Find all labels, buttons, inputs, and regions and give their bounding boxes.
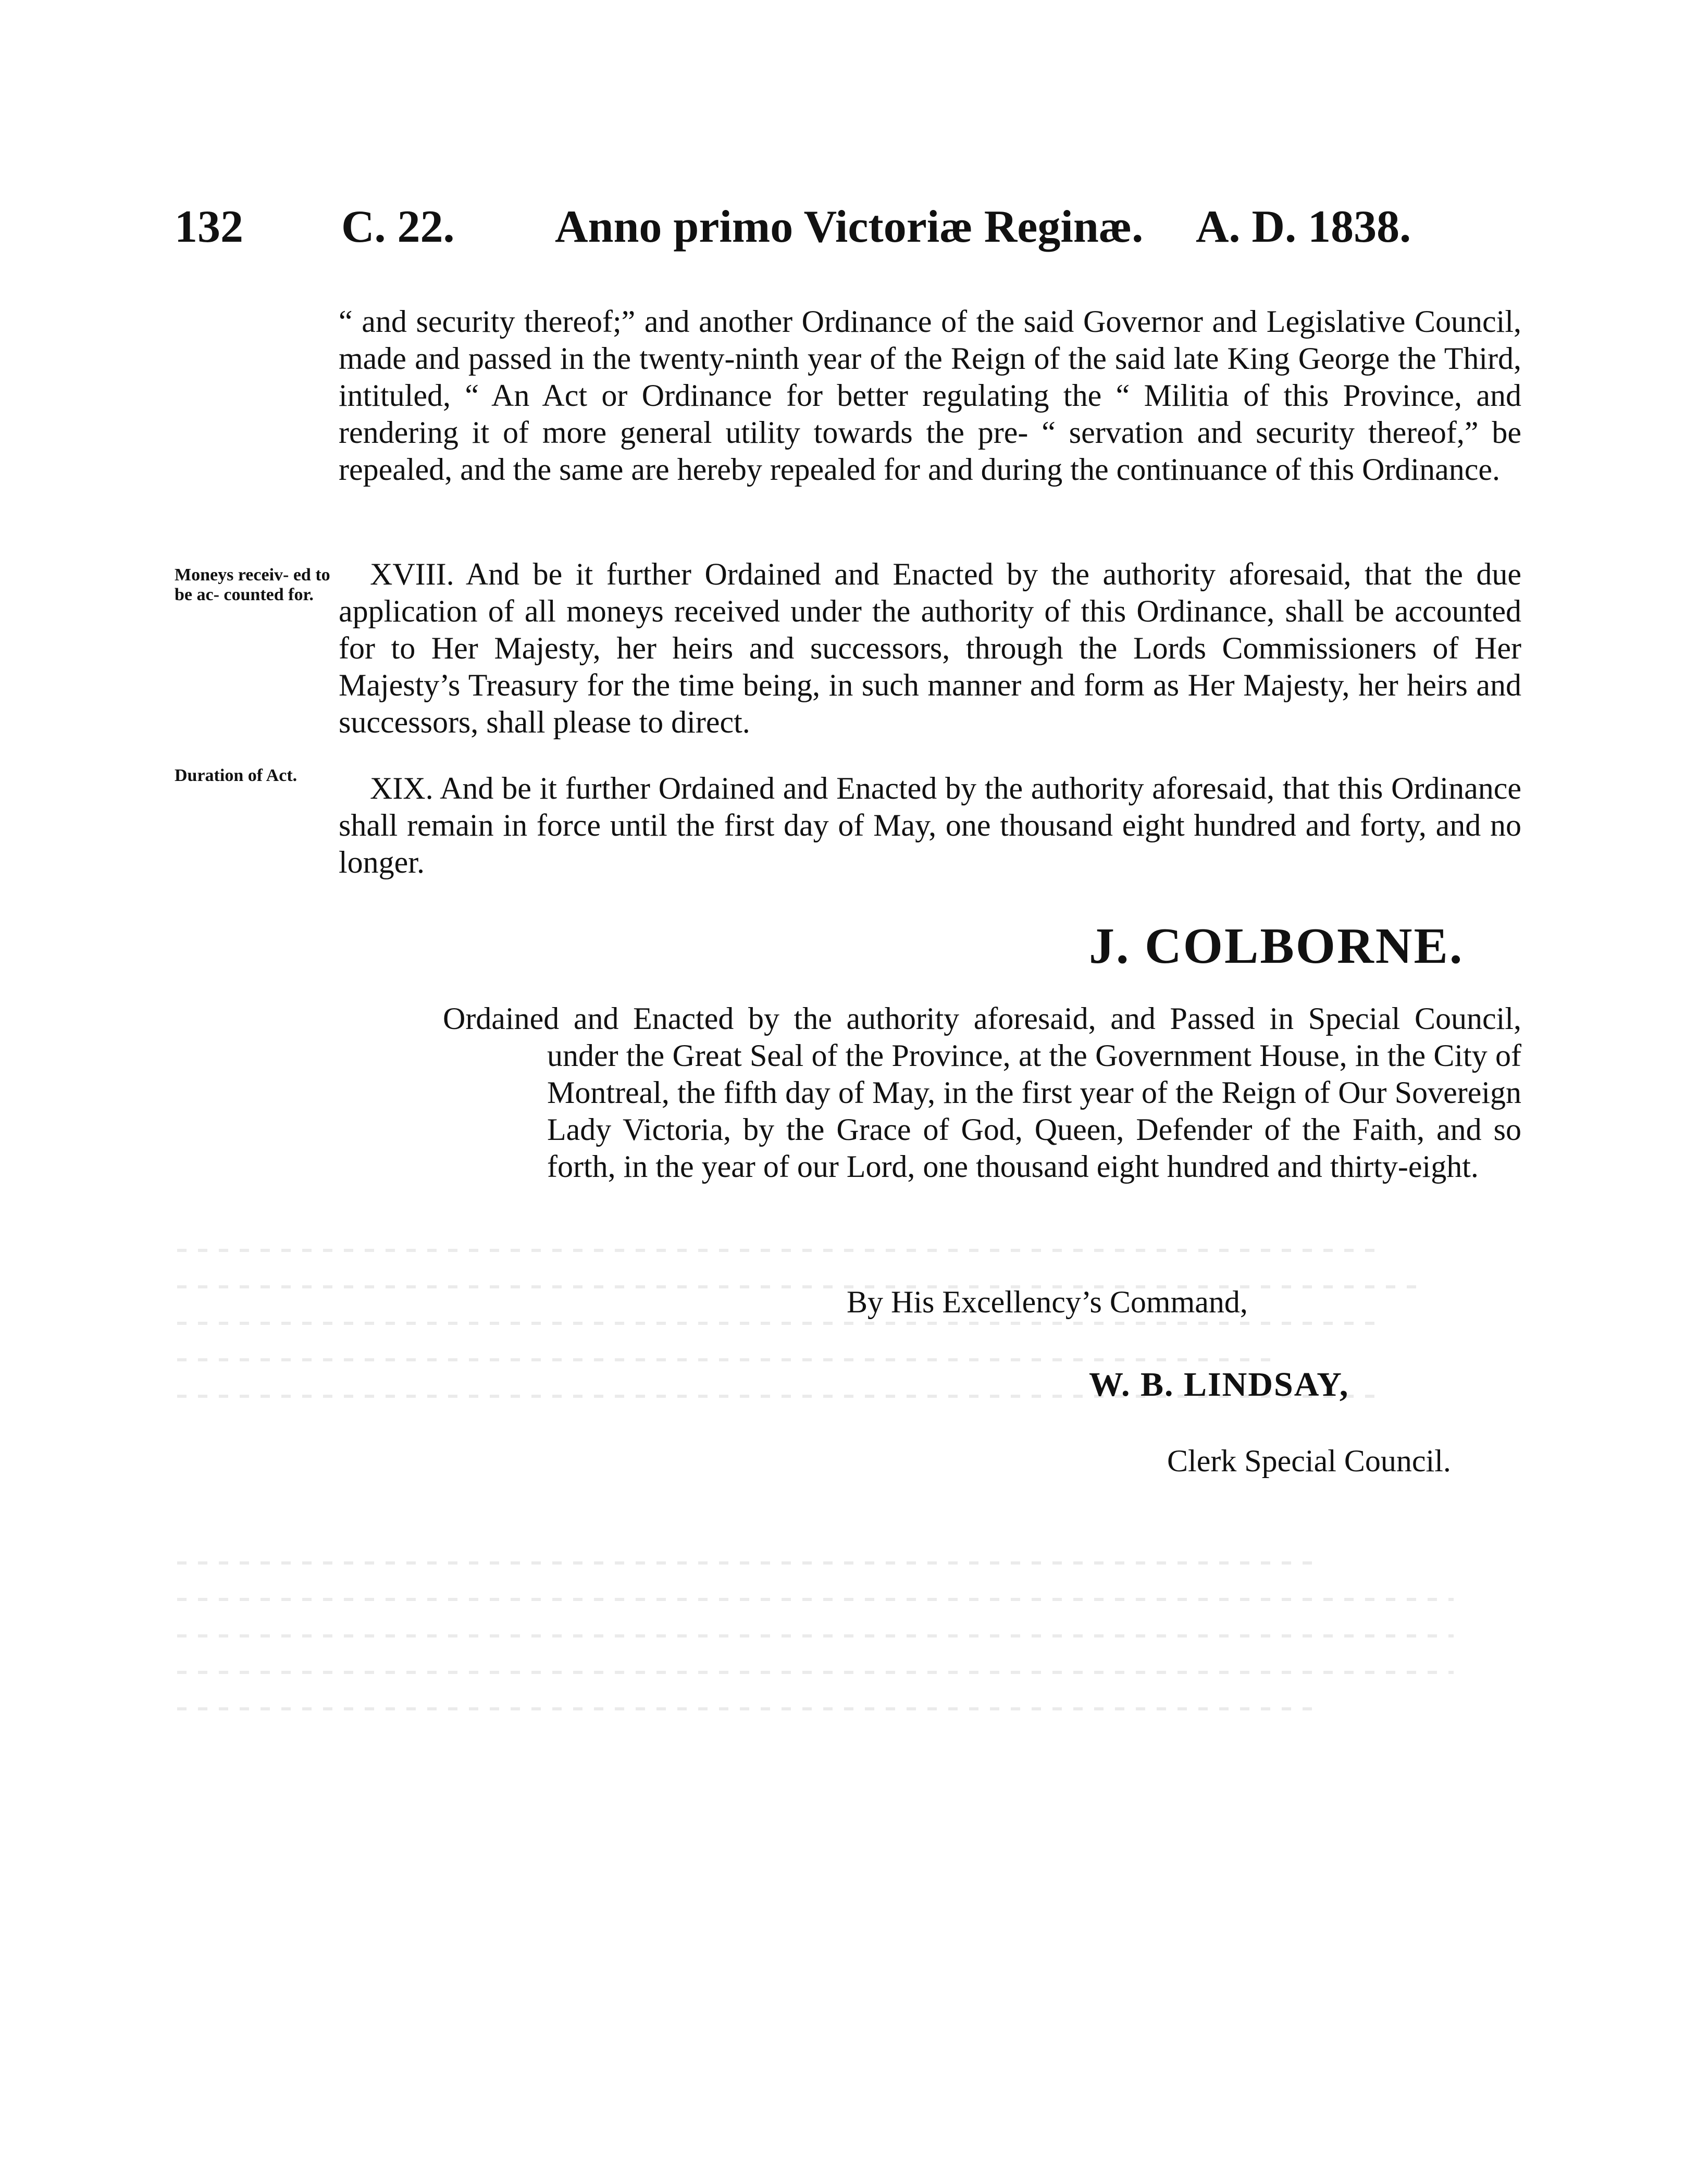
clerk-title: Clerk Special Council. [1167, 1444, 1451, 1478]
continuation-paragraph [339, 303, 1521, 488]
section-xviii [339, 556, 1521, 741]
enactment-text: Ordained and Enacted by the authority aforesaid, and Passed in Special Council, under the Great Seal of the Province, at the Government House, in the City of Montreal, the fifth day of May, in the first year of the Reign of Our Sovereign Lady Victoria, by the Grace of God, Queen, Defender of the Faith, and so forth, in the year of our Lord, one thousand eight hundred and thirty-eight. [443, 1001, 1521, 1184]
header-year: A. D. 1838. [1196, 202, 1411, 252]
section-xix [339, 770, 1521, 881]
chapter-number: C. 22. [341, 202, 455, 252]
governor-signature: J. COLBORNE. [1089, 918, 1464, 974]
running-header [175, 201, 1516, 258]
margin-note-duration: Duration of Act. [175, 766, 298, 785]
header-title: Anno primo Victoriæ Reginæ. [555, 202, 1144, 252]
command-line: By His Excellency’s Command, [847, 1285, 1248, 1319]
continuation-text: “ and security thereof;” and another Ordinance of the said Governor and Legislative Council, made and passed in the twenty-ninth year of the Reign of the said late King George the Third, intituled, “ An Act or Ordinance for better regulating the “ Militia of this Province, and rendering it of more general utility towards the pre- “ servation and security thereof,” be repealed, and the same are hereby repealed for and during the continuance of this Ordinance. [339, 304, 1521, 487]
page-number: 132 [175, 202, 243, 252]
margin-note-moneys: Moneys receiv- ed to be ac- counted for. [175, 565, 330, 604]
section-xviii-text: XVIII. And be it further Ordained and Enacted by the authority aforesaid, that the due application of all moneys received under the authority of this Ordinance, shall be accounted for to Her Majesty, her heirs and successors, through the Lords Commissioners of Her Majesty’s Treasury for the time being, in such manner and form as Her Majesty, her heirs and successors, shall please to direct. [339, 557, 1521, 739]
enactment-clause [443, 1000, 1521, 1185]
section-xix-text: XIX. And be it further Ordained and Enacted by the authority aforesaid, that this Ordinance shall remain in force until the first day of May, one thousand eight hundred and forty, and no longer. [339, 771, 1521, 879]
clerk-name: W. B. LINDSAY, [1089, 1366, 1349, 1404]
